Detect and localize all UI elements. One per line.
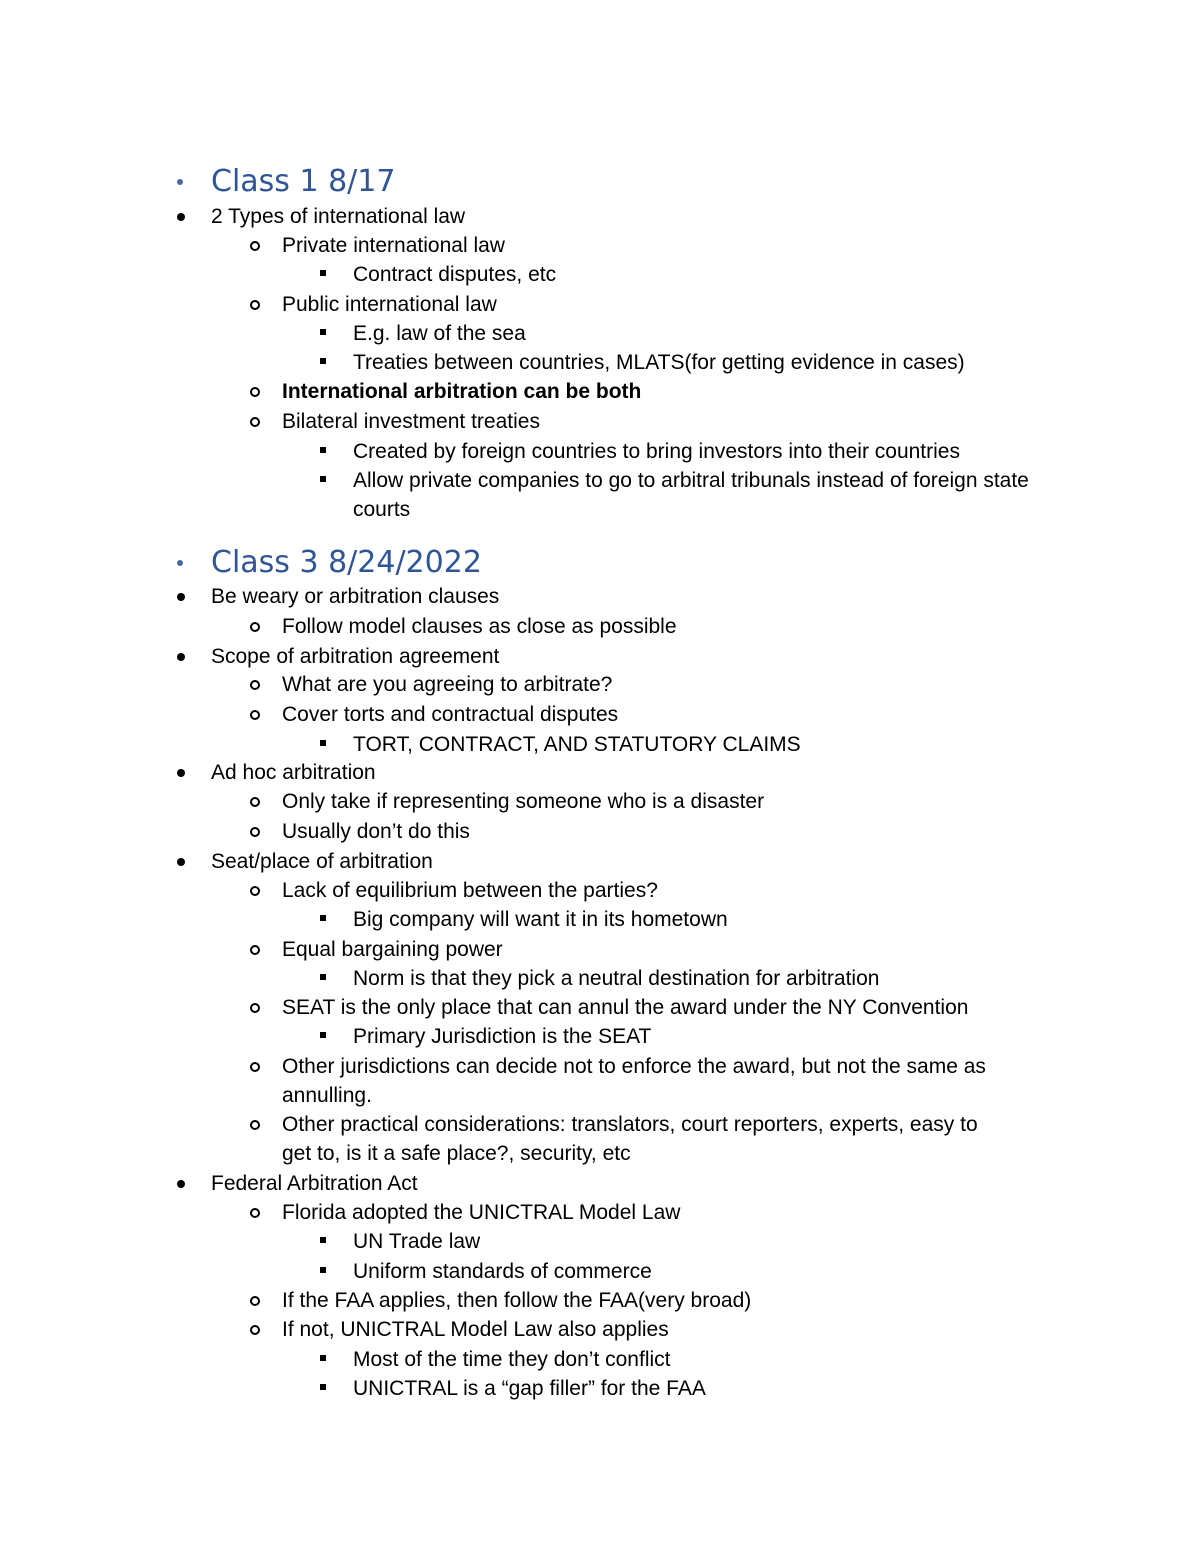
circle-bullet-icon [250, 886, 260, 896]
list-item-text: Only take if representing someone who is a disaster [282, 790, 765, 813]
list-item-text: UNICTRAL is a “gap filler” for the FAA [353, 1377, 706, 1400]
list-item-text: Be weary or arbitration clauses [211, 585, 500, 608]
list-item-text: Usually don’t do this [282, 820, 470, 843]
list-item [0, 642, 1200, 672]
list-item [0, 1345, 1200, 1375]
list-item [0, 787, 1200, 817]
list-item [0, 1198, 1200, 1228]
list-item-text: Created by foreign countries to bring investors into their countries [353, 440, 960, 463]
square-bullet-icon [320, 1384, 326, 1390]
list-item-text: If the FAA applies, then follow the FAA(very broad) [282, 1289, 752, 1312]
list-item-text: Federal Arbitration Act [211, 1172, 418, 1195]
list-item-text: 2 Types of international law [211, 205, 466, 228]
list-item-text: Contract disputes, etc [353, 263, 557, 286]
list-item-text: Treaties between countries, MLATS(for getting evidence in cases) [353, 351, 965, 374]
bullet-icon [177, 653, 185, 661]
list-item [0, 905, 1200, 935]
list-item [0, 935, 1200, 965]
circle-bullet-icon [250, 1003, 260, 1013]
circle-bullet-icon [250, 945, 260, 955]
bullet-icon [177, 1180, 185, 1188]
list-item [0, 964, 1200, 994]
square-bullet-icon [320, 915, 326, 921]
bullet-icon [177, 769, 185, 777]
circle-bullet-icon [250, 680, 260, 690]
section-heading [0, 162, 1200, 202]
list-item [0, 1169, 1200, 1199]
list-item-text: TORT, CONTRACT, AND STATUTORY CLAIMS [353, 733, 801, 756]
list-item-text: Big company will want it in its hometown [353, 908, 728, 931]
square-bullet-icon [320, 1267, 326, 1273]
list-item [0, 670, 1200, 700]
circle-bullet-icon [250, 797, 260, 807]
list-item [0, 1257, 1200, 1287]
list-item [0, 612, 1200, 642]
square-bullet-icon [320, 329, 326, 335]
list-item-text: Most of the time they don’t conflict [353, 1348, 671, 1371]
list-item [0, 730, 1200, 760]
list-item [0, 582, 1200, 612]
list-item-text: Bilateral investment treaties [282, 410, 540, 433]
list-item-text: E.g. law of the sea [353, 322, 526, 345]
list-item [0, 876, 1200, 906]
list-item-text: Florida adopted the UNICTRAL Model Law [282, 1201, 681, 1224]
circle-bullet-icon [250, 1325, 260, 1335]
circle-bullet-icon [250, 827, 260, 837]
list-item-text: Scope of arbitration agreement [211, 645, 500, 668]
circle-bullet-icon [250, 417, 260, 427]
list-item [0, 437, 1200, 467]
list-item-text: Allow private companies to go to arbitral tribunals instead of foreign state courts [353, 469, 1029, 521]
circle-bullet-icon [250, 1208, 260, 1218]
list-item [0, 1022, 1200, 1052]
circle-bullet-icon [250, 1062, 260, 1072]
list-item-text: Lack of equilibrium between the parties? [282, 879, 658, 902]
list-item [0, 1052, 1200, 1107]
list-item-text: UN Trade law [353, 1230, 481, 1253]
circle-bullet-icon [250, 387, 260, 397]
list-item-text: Public international law [282, 293, 497, 316]
bullet-icon [177, 593, 185, 601]
circle-bullet-icon [250, 241, 260, 251]
square-bullet-icon [320, 358, 326, 364]
list-item [0, 466, 1200, 521]
list-item-text: Equal bargaining power [282, 938, 503, 961]
list-item-text: Cover torts and contractual disputes [282, 703, 619, 726]
section-heading [0, 543, 1200, 583]
bullet-icon [177, 858, 185, 866]
list-item-text: Follow model clauses as close as possible [282, 615, 677, 638]
list-item [0, 407, 1200, 437]
square-bullet-icon [320, 476, 326, 482]
list-item-text: Uniform standards of commerce [353, 1260, 652, 1283]
circle-bullet-icon [250, 300, 260, 310]
list-item-text: Primary Jurisdiction is the SEAT [353, 1025, 652, 1048]
list-item [0, 231, 1200, 261]
list-item-text: SEAT is the only place that can annul the award under the NY Convention [282, 996, 969, 1019]
circle-bullet-icon [250, 710, 260, 720]
list-item [0, 817, 1200, 847]
list-item-text: Seat/place of arbitration [211, 850, 433, 873]
square-bullet-icon [320, 1032, 326, 1038]
list-item [0, 348, 1200, 378]
list-item [0, 1374, 1200, 1404]
list-item-text: What are you agreeing to arbitrate? [282, 673, 613, 696]
list-item-text: Other jurisdictions can decide not to enforce the award, but not the same as annulling. [282, 1055, 986, 1107]
circle-bullet-icon [250, 1120, 260, 1130]
circle-bullet-icon [250, 622, 260, 632]
list-item [0, 1227, 1200, 1257]
list-item [0, 847, 1200, 877]
list-item-text: Private international law [282, 234, 505, 257]
square-bullet-icon [320, 1355, 326, 1361]
list-item [0, 260, 1200, 290]
square-bullet-icon [320, 740, 326, 746]
square-bullet-icon [320, 447, 326, 453]
heading-text: Class 3 8/24/2022 [211, 545, 482, 580]
heading-bullet-icon [177, 560, 183, 566]
list-item-text: If not, UNICTRAL Model Law also applies [282, 1318, 669, 1341]
list-item [0, 700, 1200, 730]
circle-bullet-icon [250, 1296, 260, 1306]
list-item [0, 993, 1200, 1023]
list-item-text: Other practical considerations: translators, court reporters, experts, easy to get to, is it a safe place?, security, etc [282, 1113, 978, 1165]
list-item [0, 1315, 1200, 1345]
list-item-text: Norm is that they pick a neutral destination for arbitration [353, 967, 880, 990]
list-item-text: Ad hoc arbitration [211, 761, 376, 784]
square-bullet-icon [320, 974, 326, 980]
heading-bullet-icon [177, 179, 183, 185]
square-bullet-icon [320, 1237, 326, 1243]
list-item [0, 1110, 1200, 1165]
list-item [0, 319, 1200, 349]
list-item [0, 202, 1200, 232]
heading-text: Class 1 8/17 [211, 164, 396, 199]
list-item [0, 1286, 1200, 1316]
square-bullet-icon [320, 270, 326, 276]
bullet-icon [177, 213, 185, 221]
list-item [0, 377, 1200, 407]
list-item-text: International arbitration can be both [282, 380, 642, 403]
list-item [0, 290, 1200, 320]
list-item [0, 758, 1200, 788]
